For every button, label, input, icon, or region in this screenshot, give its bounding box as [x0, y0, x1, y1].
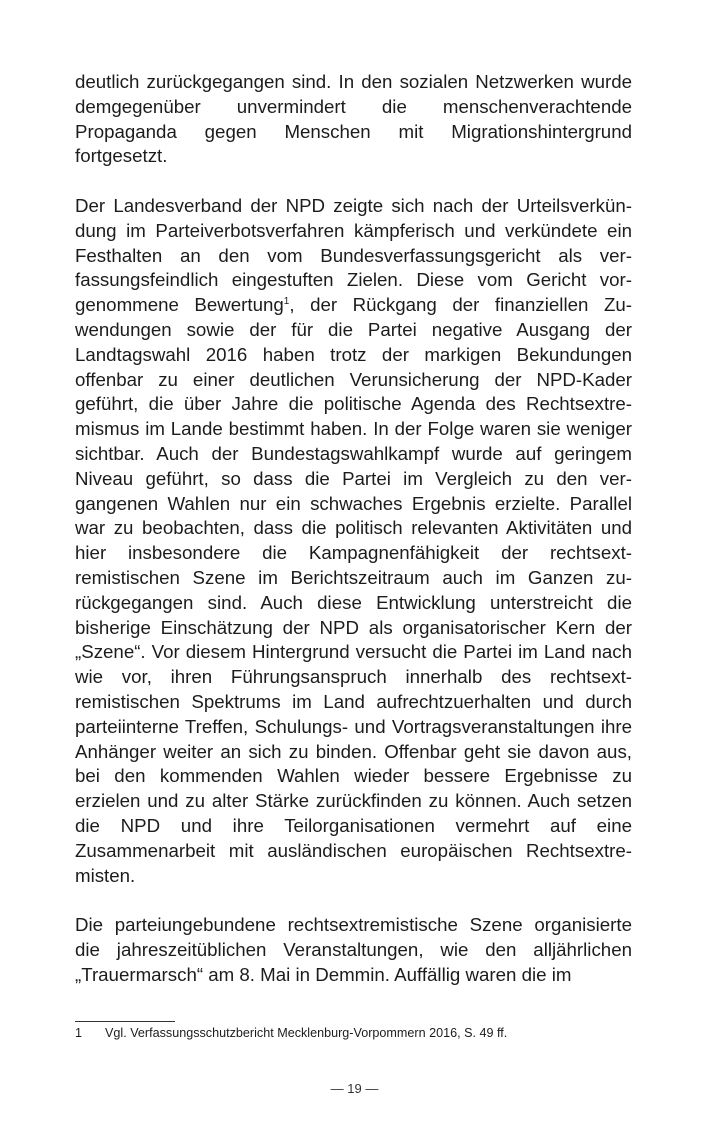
paragraph-2-text-end: , der Rückgang der finanziellen Zuwendungen sowie der für die Partei negative Ausgang der Landtagswahl 2016 haben trotz der markigen Bekundungen offenbar zu einer deutlichen Verunsicherung der NPD-Kader geführt, die über Jahre die politische Agenda des Rechtsextremismus im Lande bestimmt haben. In der Folge waren sie weniger sichtbar. Auch der Bundestagswahlkampf wurde auf geringem Niveau geführt, so dass die Partei im Vergleich zu den vergangenen Wahlen nur ein schwaches Ergebnis erzielte. Parallel war zu beobachten, dass die politisch relevanten Aktivitäten und hier insbesondere die Kampagnenfähigkeit der rechtsextremistischen Szene im Berichtszeitraum auch im Ganzen zurückgegangen sind. Auch diese Entwicklung unterstreicht die bisherige Einschätzung der NPD als organisatorischer Kern der „Szene“. Vor diesem Hintergrund versucht die Partei im Land nach wie vor, ihren Führungsanspruch innerhalb des rechtsextremistischen Spektrums im Land aufrechtzuerhalten und durch parteiinterne Treffen, Schulungs- und Vortragsveranstaltungen ihre Anhänger weiter an sich zu binden. Offenbar geht sie davon aus, bei den kommenden Wahlen wieder bessere Ergebnisse zu erzielen und zu alter Stärke zurückfinden zu können. Auch setzen die NPD und ihre Teilorganisationen vermehrt auf eine Zusammenarbeit mit ausländischen europäischen Rechtsextremisten. — [75, 294, 632, 886]
page-number: — 19 — — [330, 1081, 379, 1096]
paragraph-2-text-start: Der Landesverband der NPD zeigte sich nach der Urteilsverkündung im Parteiverbotsverfahren kämpferisch und verkündete ein Festhalten an den vom Bundesverfassungsgericht als verfassungsfeindlich eingestuften Zielen. Diese vom Gericht vorgenommene Bewertung — [75, 194, 632, 316]
document-body — [75, 70, 632, 987]
footnote-number: 1 — [75, 1026, 83, 1040]
footnote — [75, 1025, 507, 1041]
paragraph-3: Die parteiungebundene rechtsextremistische Szene organisierte die jahreszeitüblichen Veranstaltungen, wie den alljährlichen „Trauermarsch“ am 8. Mai in Demmin. Auffällig waren die im — [75, 914, 632, 985]
footnote-text: Vgl. Verfassungsschutzbericht Mecklenburg-Vorpommern 2016, S. 49 ff. — [105, 1026, 508, 1040]
footnote-reference[interactable]: 1 — [283, 295, 290, 307]
paragraph-2 — [75, 194, 632, 888]
footnote-divider — [75, 1021, 175, 1022]
paragraph-1: deutlich zurückgegangen sind. In den sozialen Netzwerken wurde demgegenüber unvermindert die menschenverachtende Propaganda gegen Menschen mit Migrationshintergrund fortgesetzt. — [75, 71, 632, 167]
